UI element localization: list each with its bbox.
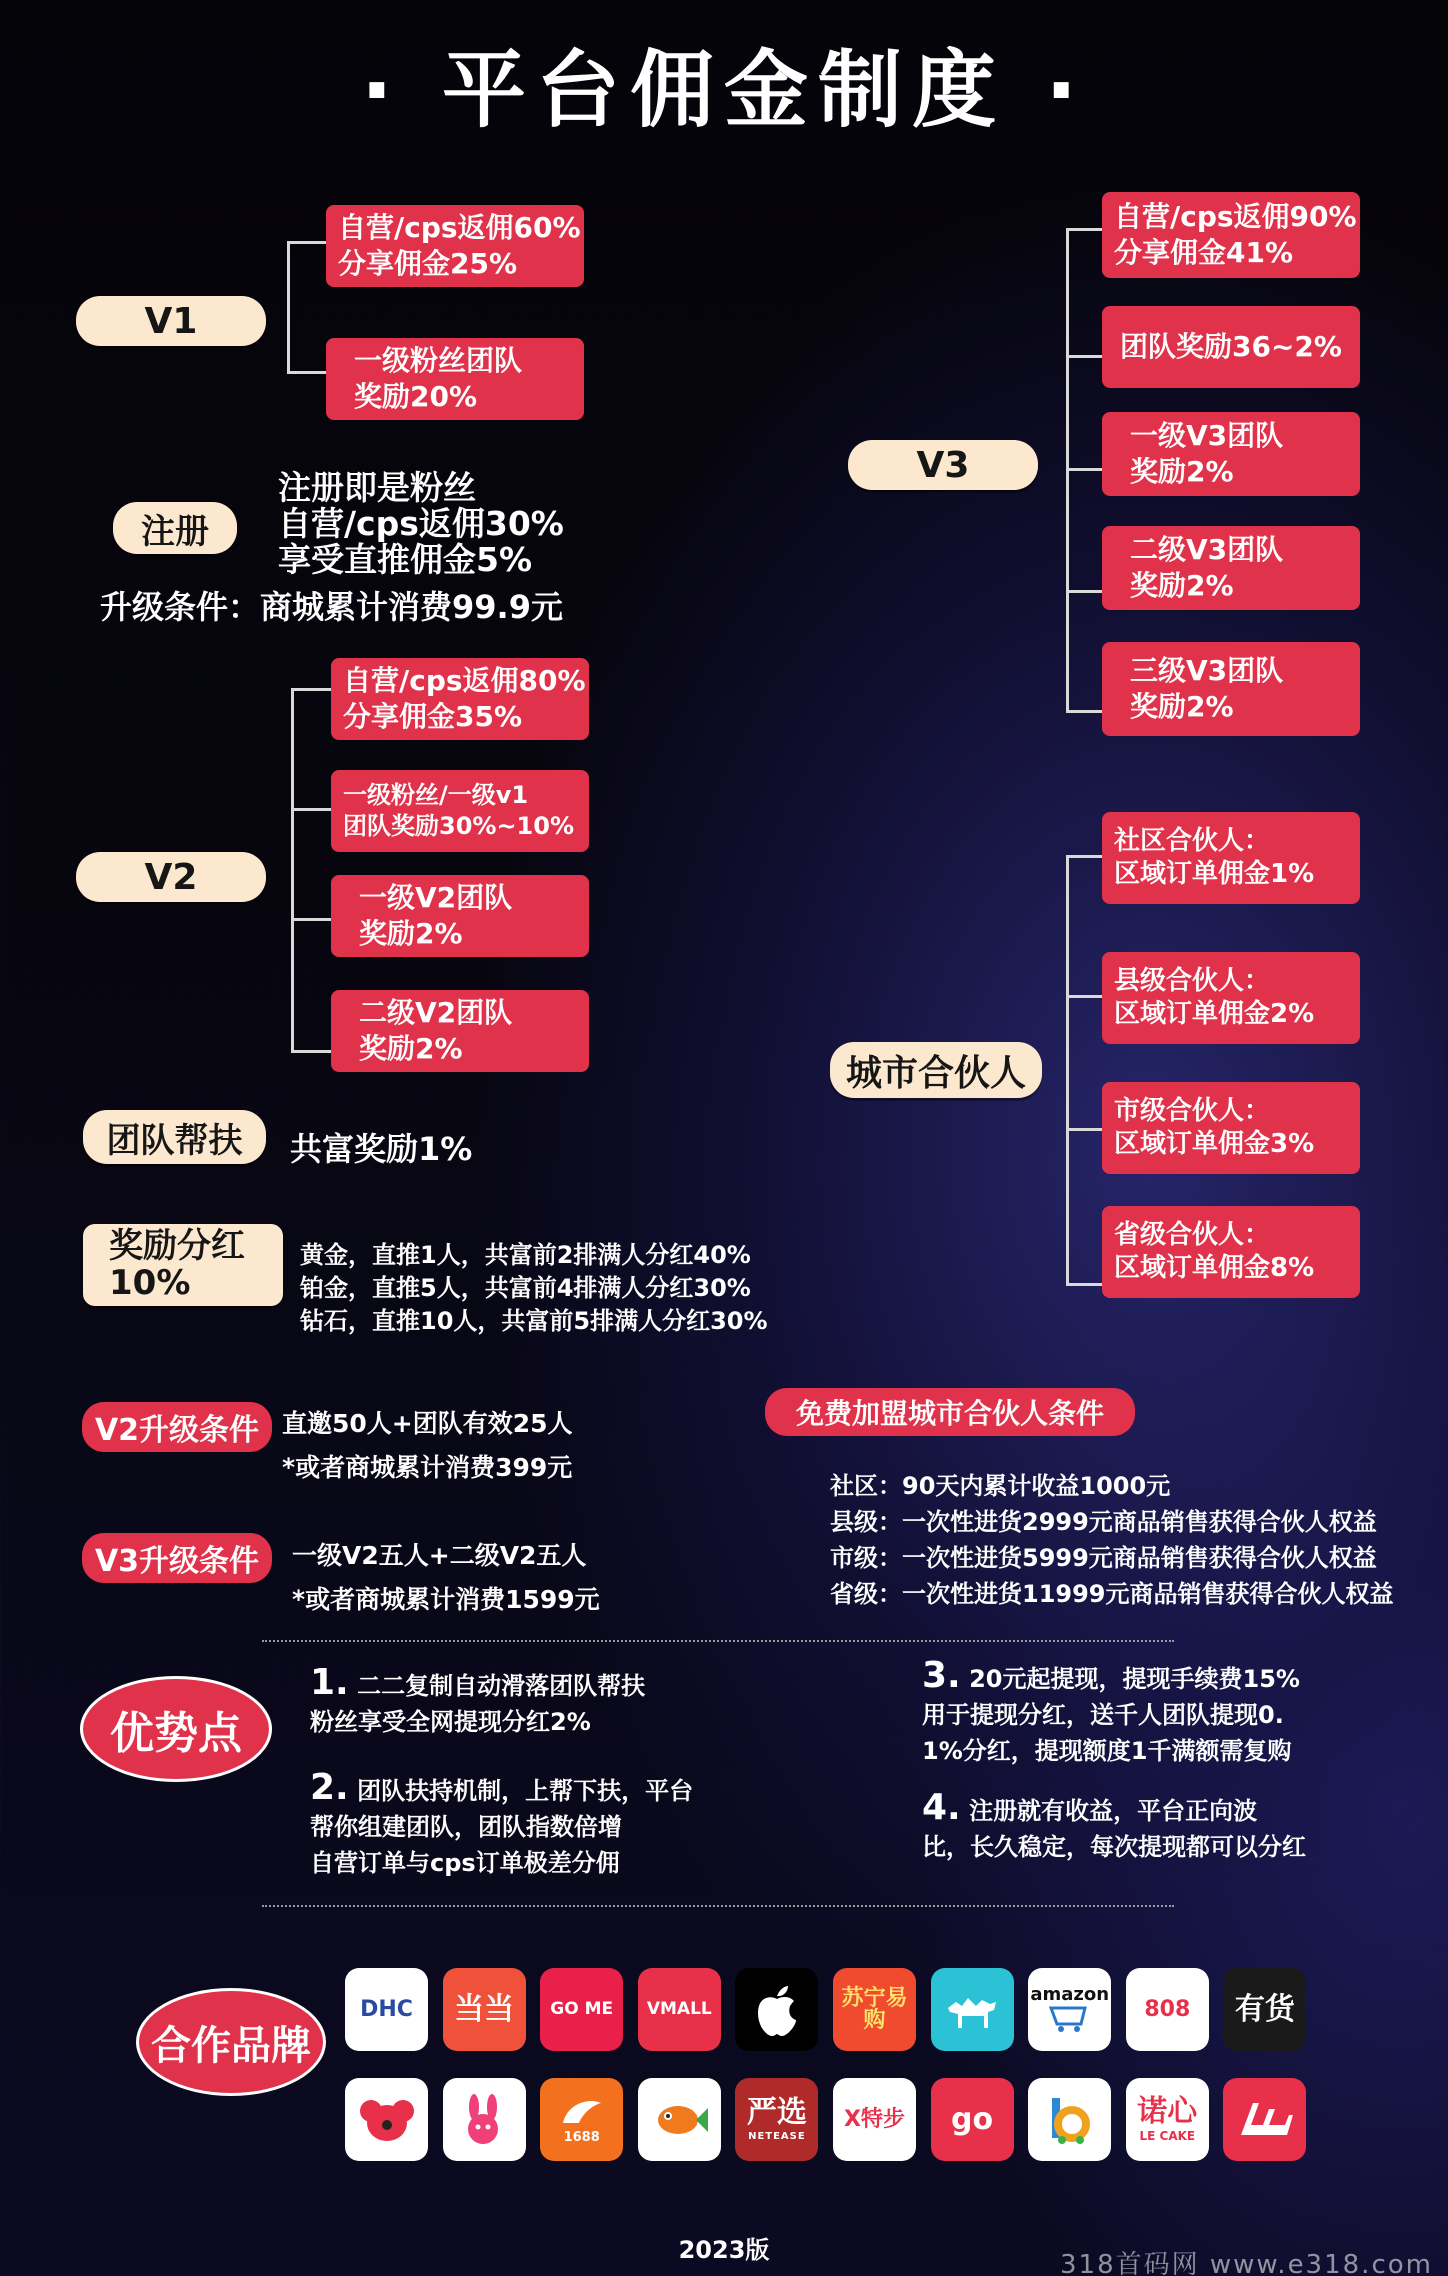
v2-box-v2-team-1: 一级V2团队 奖励2% [331, 875, 589, 957]
advantage-3: 3. 20元起提现，提现手续费15% 用于提现分红，送千人团队提现0. 1%分红，提现额度1千满额需复购 [922, 1655, 1300, 1765]
mia-logo [443, 2078, 526, 2161]
v1-bracket-bottom [287, 371, 326, 374]
v2-bracket-tick-4 [291, 1050, 331, 1053]
v3-bracket-tick-1 [1066, 228, 1102, 231]
advantage-4: 4. 注册就有收益，平台正向波 比，长久稳定，每次提现都可以分红 [922, 1787, 1306, 1861]
lecake-logo: 诺心 LE CAKE [1126, 2078, 1209, 2161]
dividend-line-3: 钻石，直推10人，共富前5排满人分红30% [300, 1307, 768, 1335]
camel-logo [931, 1968, 1014, 2051]
v3-upgrade-label: V3升级条件 [82, 1533, 272, 1583]
v3-bracket-tick-2 [1066, 355, 1102, 358]
v2-bracket [291, 688, 294, 1052]
v2-bracket-tick-3 [291, 918, 331, 921]
v3-box-v3-team-1: 一级V3团队 奖励2% [1102, 412, 1360, 496]
advantages-badge [80, 1676, 272, 1782]
v3-bracket-tick-5 [1066, 710, 1102, 713]
zhongpai-logo [1223, 2078, 1306, 2161]
footer-version: 2023版 [678, 2236, 770, 2264]
free-join-line-4: 省级：一次性进货11999元商品销售获得合伙人权益 [830, 1580, 1394, 1608]
v3-bracket-tick-3 [1066, 468, 1102, 471]
advantage-2: 2. 团队扶持机制，上帮下扶，平台 帮你组建团队，团队指数倍增 自营订单与cps订单极差分佣 [310, 1767, 694, 1877]
dividend-line-2: 铂金，直推5人，共富前4排满人分红30% [300, 1274, 751, 1302]
register-line-3: 享受直推佣金5% [278, 540, 533, 579]
dhc-logo: DHC [345, 1968, 428, 2051]
v2-label: V2 [76, 852, 266, 902]
divider-bottom [262, 1905, 1174, 1907]
v2-box-v2-team-2: 二级V2团队 奖励2% [331, 990, 589, 1072]
youhuo-logo: 有货 [1223, 1968, 1306, 2051]
register-line-1: 注册即是粉丝 [278, 468, 476, 507]
v1-box-team: 一级粉丝团队 奖励20% [326, 338, 584, 420]
dividend-line-1: 黄金，直推1人，共富前2排满人分红40% [300, 1241, 751, 1269]
suning-logo: 苏宁易购 [833, 1968, 916, 2051]
b-logo [1028, 2078, 1111, 2161]
city-box-community: 社区合伙人： 区域订单佣金1% [1102, 812, 1360, 904]
advantages-label: 优势点 [110, 1708, 242, 1759]
partners-label: 合作品牌 [151, 2022, 311, 2069]
v3-box-v3-team-2: 二级V3团队 奖励2% [1102, 526, 1360, 610]
partners-badge [136, 1988, 326, 2096]
xtep-logo: X特步 [833, 2078, 916, 2161]
advantage-1: 1. 二二复制自动滑落团队帮扶 粉丝享受全网提现分红2% [310, 1662, 646, 1736]
v2-bracket-tick-2 [291, 808, 331, 811]
v3-upgrade-line-1: 一级V2五人+二级V2五人 [292, 1541, 587, 1570]
free-join-line-1: 社区：90天内累计收益1000元 [830, 1472, 1171, 1500]
v3-box-commission: 自营/cps返佣90% 分享佣金41% [1102, 192, 1360, 278]
808-logo: 808 [1126, 1968, 1209, 2051]
v1-bracket [287, 241, 290, 373]
free-join-line-3: 市级：一次性进货5999元商品销售获得合伙人权益 [830, 1544, 1377, 1572]
v1-box-commission: 自营/cps返佣60% 分享佣金25% [326, 205, 584, 287]
city-bracket [1066, 855, 1069, 1285]
kaola-logo [345, 2078, 428, 2161]
v3-label: V3 [848, 440, 1038, 490]
city-bracket-tick-3 [1066, 1128, 1102, 1131]
v2-upgrade-line-2: *或者商城累计消费399元 [282, 1453, 573, 1482]
city-bracket-tick-2 [1066, 995, 1102, 998]
v3-box-team-reward: 团队奖励36~2% [1102, 306, 1360, 388]
v1-label: V1 [76, 296, 266, 346]
free-join-label: 免费加盟城市合伙人条件 [765, 1388, 1135, 1436]
page-title: · 平台佣金制度 · [360, 41, 1088, 139]
team-help-label: 团队帮扶 [83, 1110, 266, 1164]
dividend-label: 奖励分红 10% [83, 1224, 283, 1306]
v2-box-commission: 自营/cps返佣80% 分享佣金35% [331, 658, 589, 740]
team-help-text: 共富奖励1% [290, 1130, 473, 1168]
divider-top [262, 1640, 1174, 1642]
amazon-logo: amazon [1028, 1968, 1111, 2051]
yanxuan-logo: 严选 NETEASE [735, 2078, 818, 2161]
free-join-line-2: 县级：一次性进货2999元商品销售获得合伙人权益 [830, 1508, 1377, 1536]
city-partner-label: 城市合伙人 [830, 1042, 1042, 1098]
v2-box-team: 一级粉丝/一级v1 团队奖励30%~10% [331, 770, 589, 852]
city-bracket-tick-1 [1066, 855, 1102, 858]
v2-bracket-tick-1 [291, 688, 331, 691]
register-label: 注册 [113, 502, 237, 554]
v3-upgrade-line-2: *或者商城累计消费1599元 [292, 1585, 600, 1614]
register-upgrade: 升级条件：商城累计消费99.9元 [100, 588, 563, 626]
apple-logo [735, 1968, 818, 2051]
city-box-province: 省级合伙人： 区域订单佣金8% [1102, 1206, 1360, 1298]
v2-upgrade-line-1: 直邀50人+团队有效25人 [282, 1409, 573, 1438]
gome-logo: GO ME [540, 1968, 623, 2051]
fish-logo [638, 2078, 721, 2161]
register-line-2: 自营/cps返佣30% [278, 504, 564, 543]
v2-upgrade-label: V2升级条件 [82, 1402, 272, 1452]
1688-logo: 1688 [540, 2078, 623, 2161]
v3-box-v3-team-3: 三级V3团队 奖励2% [1102, 642, 1360, 736]
city-bracket-tick-4 [1066, 1283, 1102, 1286]
dangdang-logo: 当当 [443, 1968, 526, 2051]
go-logo: go [931, 2078, 1014, 2161]
watermark: 318首码网 www.e318.com [1060, 2250, 1433, 2276]
v1-bracket-top [287, 241, 326, 244]
city-box-city: 市级合伙人： 区域订单佣金3% [1102, 1082, 1360, 1174]
city-box-county: 县级合伙人： 区域订单佣金2% [1102, 952, 1360, 1044]
v3-bracket-tick-4 [1066, 590, 1102, 593]
vmall-logo: VMALL [638, 1968, 721, 2051]
